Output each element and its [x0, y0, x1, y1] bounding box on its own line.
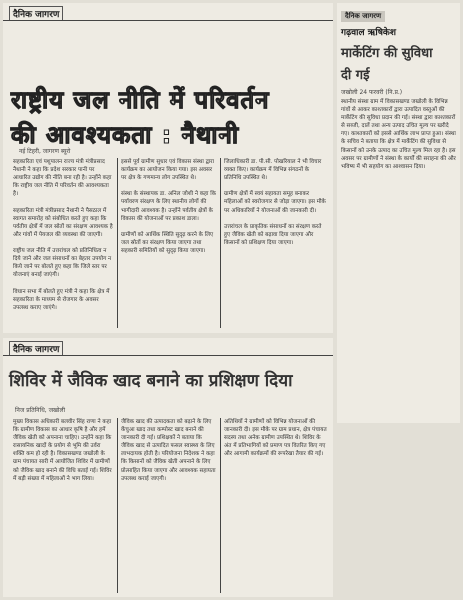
- left-col-divider-1: [117, 158, 118, 328]
- right-masthead: दैनिक जागरण: [341, 11, 385, 22]
- left-masthead-rule: [3, 20, 333, 21]
- left-col1-p3: राष्ट्रीय जल नीति में उत्तरांचल को प्रतिनिधित्व न दिये जाने और जल संसाधनों का बेहतर उपयोग न किये जाने पर बोलते हुए कहा कि जिले स्तर पर योजनाएं बनाई जाएंगी।: [13, 248, 112, 279]
- bottom-headline: शिविर में जैविक खाद बनाने का प्रशिक्षण दिया: [9, 371, 293, 391]
- left-col1-p4: विधान सभा में बोलते हुए मंत्री ने कहा कि क्षेत्र में सहकारिता के माध्यम से रोजगार के अवसर उपलब्ध कराए जाएंगे।: [13, 288, 110, 311]
- right-headline-line1: मार्केटिंग की सुविधा: [341, 46, 433, 61]
- left-col1: [13, 158, 113, 328]
- bottom-article-clipping: [3, 338, 333, 597]
- left-col2: [121, 158, 216, 328]
- bottom-dateline: निज प्रतिनिधि, जखोली: [15, 407, 66, 414]
- left-col2-p2: संस्था के संस्थापक डा. अनिल जोशी ने कहा कि पर्यावरण संरक्षण के लिए स्थानीय लोगों की भागीदारी आवश्यक है। उन्होंने पर्वतीय क्षेत्रों के विकास की योजनाओं पर प्रकाश डाला।: [121, 191, 216, 222]
- left-col3-p2: ग्रामीण क्षेत्रों में स्वयं सहायता समूह बनाकर महिलाओं को स्वरोजगार से जोड़ा जाएगा। इस मौके पर अधिकारियों ने योजनाओं की जानकारी दी।: [224, 191, 326, 214]
- left-dateline: नई टिहरी, जागरण ब्यूरो: [19, 148, 71, 155]
- left-article-clipping: [3, 3, 333, 333]
- bottom-col-divider-2: [220, 418, 221, 593]
- bottom-col2: जैविक खाद की उत्पादकता को बढ़ाने के लिए केंचुआ खाद तथा कम्पोस्ट खाद बनाने की जानकारी दी गई। प्रशिक्षकों ने बताया कि जैविक खाद से उत्पादित फसल स्वास्थ्य के लिए लाभदायक होती है। परियोजना निदेशक ने कहा कि किसानों को जैविक खेती अपनाने के लिए प्रोत्साहित किया जाएगा और आवश्यक सहायता उपलब्ध कराई जाएगी।: [121, 419, 216, 482]
- right-article-clipping: [337, 3, 460, 423]
- left-col3-p3: उत्तरांचल के प्राकृतिक संसाधनों का संरक्षण करते हुए जैविक खेती को बढ़ावा दिया जाएगा और किसानों को प्रशिक्षण दिया जाएगा।: [224, 223, 322, 246]
- right-body: स्थानीय संस्था ग्राम में विकासखण्ड जखोली के विभिन्न गांवों से आकर काश्तकारों द्वारा उत्पादित वस्तुओं की मार्केटिंग की सुविधा प्रदान की गई। संस्था द्वारा काश्तकारों से सब्जी, दालें तथा अन्य उत्पाद उचित मूल्य पर खरीदे गए। काश्तकारों को इससे आर्थिक लाभ प्राप्त हुआ। संस्था के सचिव ने बताया कि क्षेत्र में मार्केटिंग की सुविधा से किसानों को उनके उत्पाद का उचित मूल्य मिल रहा है। इस अवसर पर ग्रामीणों ने संस्था के कार्यों की सराहना की और भविष्य में भी सहयोग का आश्वासन दिया।: [341, 99, 456, 170]
- left-col2-p1: इससे पूर्व ग्रामीण सुधार एवं विकास संस्था द्वारा कार्यक्रम का आयोजन किया गया। इस अवसर पर क्षेत्र के गणमान्य लोग उपस्थित थे।: [121, 159, 215, 182]
- left-col-divider-2: [220, 158, 221, 328]
- left-col3-p1: जिलाधिकारी डा. पी.सी. पोखरियाल ने भी विचार व्यक्त किए। कार्यक्रम में विभिन्न संगठनों के प्रतिनिधि उपस्थित थे।: [224, 159, 322, 182]
- left-masthead: दैनिक जागरण: [9, 6, 63, 21]
- left-headline-line2: की आवश्यकता : नैथानी: [11, 121, 240, 149]
- bottom-col1: मुख्य विकास अधिकारी बलवीर सिंह राणा ने कहा कि ग्रामीण विकास का आधार कृषि है और हमें जैविक खेती को अपनाना चाहिए। उन्होंने कहा कि रासायनिक खादों के प्रयोग से भूमि की उर्वरा शक्ति कम हो रही है। विकासखण्ड जखोली के ग्राम पंचायत सारी में आयोजित शिविर में ग्रामीणों को जैविक खाद बनाने की विधि बताई गई। शिविर में बड़ी संख्या में महिलाओं ने भाग लिया।: [13, 419, 112, 482]
- left-col1-p1: सहकारिता एवं पशुपालन राज्य मंत्री मंत्रीप्रसाद नैथानी ने कहा कि प्रदेश सरकार पानी पर आधारित उद्योग की नीति बना रही है। उन्होंने कहा कि राष्ट्रीय जल नीति में परिवर्तन की आवश्यकता है।: [13, 159, 112, 198]
- bottom-masthead-rule: [3, 355, 333, 356]
- left-col1-p2: सहकारिता मंत्री मंत्रीप्रसाद नैथानी ने पैसठाल में स्वागत समारोह को संबोधित करते हुए कहा कि पर्वतीय क्षेत्रों में जल स्रोतों का संरक्षण आवश्यक है और गांवों में पेयजल की व्यवस्था की जाएगी।: [13, 207, 113, 238]
- left-col2-p3: ग्रामीणों को आर्थिक स्थिति सुदृढ़ करने के लिए जल स्रोतों का संरक्षण किया जाएगा तथा सहकारी समितियों को सुदृढ़ किया जाएगा।: [121, 231, 214, 255]
- right-dateline: जखोली 24 फरवरी (नि.प्र.): [341, 89, 403, 96]
- bottom-col3: अतिथियों ने ग्रामीणों को विभिन्न योजनाओं की जानकारी दी। इस मौके पर ग्राम प्रधान, क्षेत्र पंचायत सदस्य तथा अनेक ग्रामीण उपस्थित थे। शिविर के अंत में प्रतिभागियों को प्रमाण पत्र वितरित किए गए और आगामी कार्यक्रमों की रूपरेखा तैयार की गई।: [224, 419, 327, 458]
- right-headline-line2: दी गई: [341, 68, 370, 83]
- bottom-masthead: दैनिक जागरण: [9, 341, 63, 356]
- left-col3: [224, 158, 328, 328]
- bottom-col-divider-1: [117, 418, 118, 593]
- left-headline-line1: राष्ट्रीय जल नीति में परिवर्तन: [11, 86, 270, 114]
- right-sub-masthead: गढ़वाल ऋषिकेश: [341, 28, 396, 38]
